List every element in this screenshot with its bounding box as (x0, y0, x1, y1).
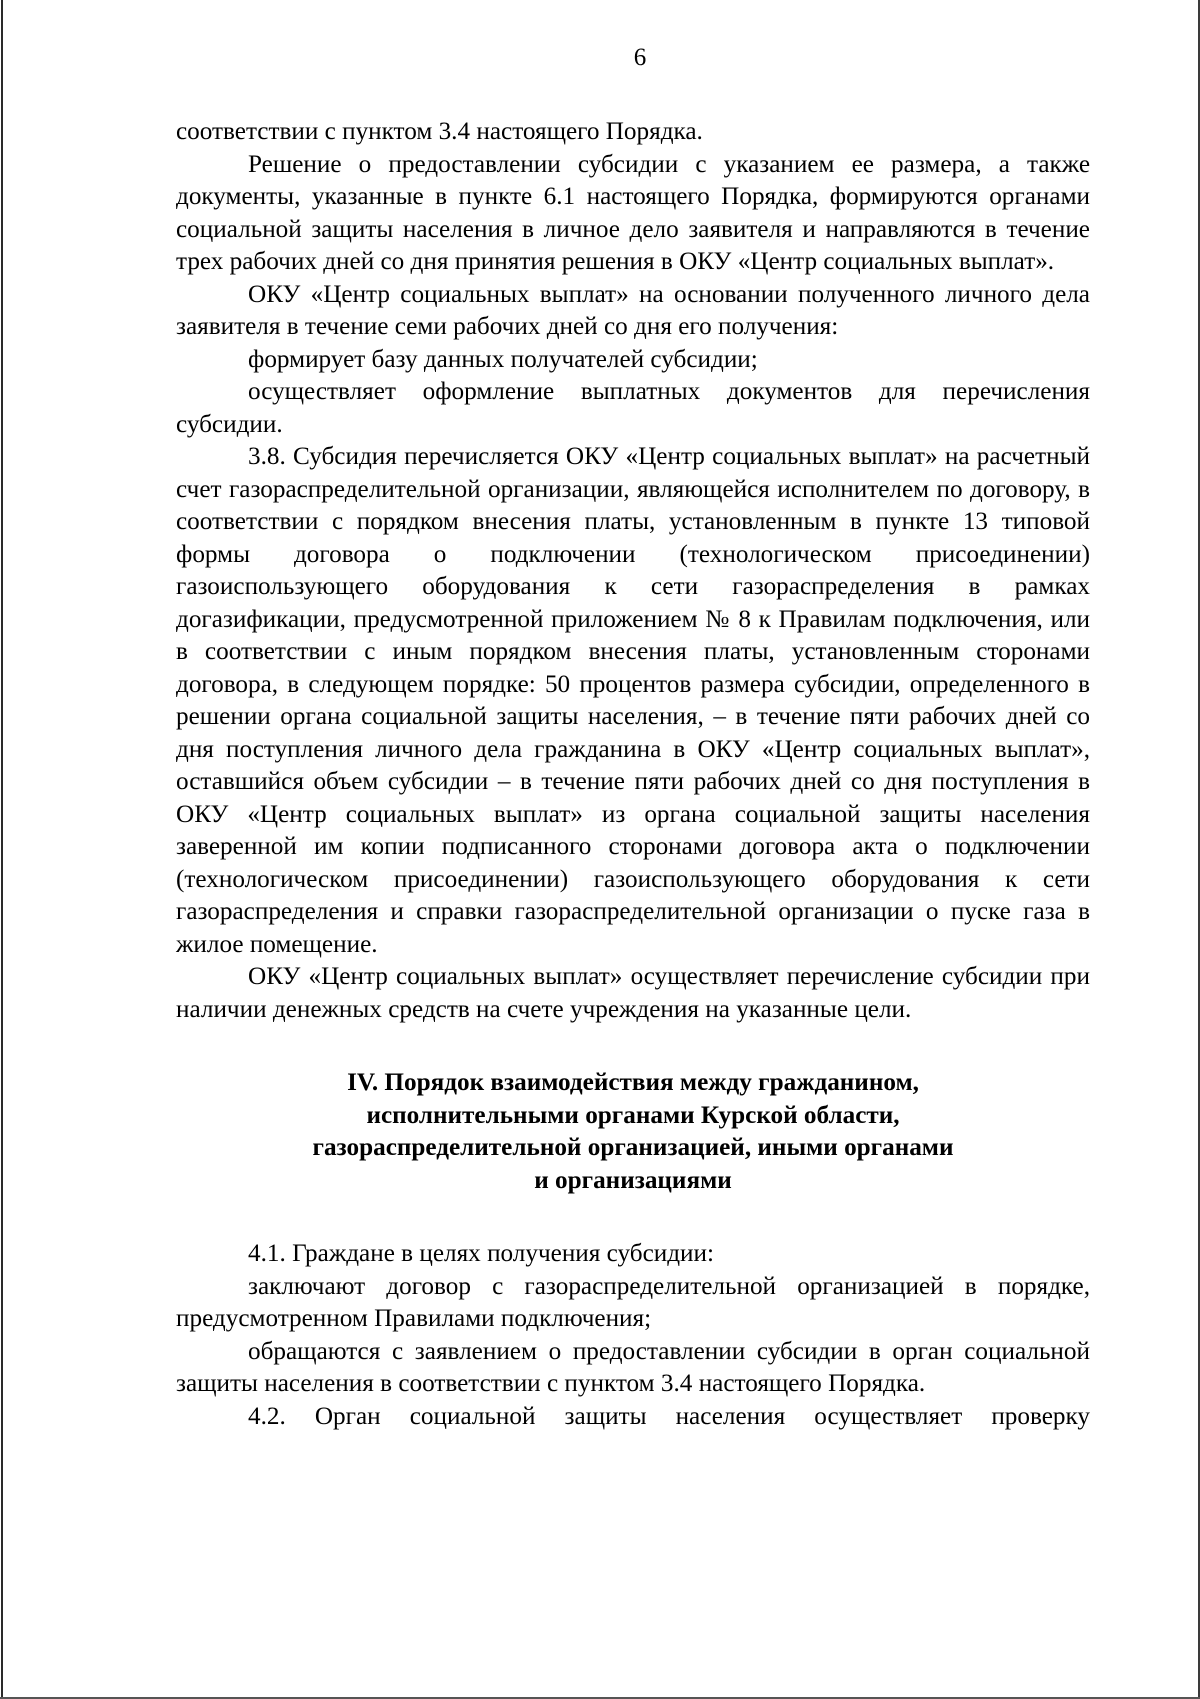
paragraph: 4.1. Граждане в целях получения субсидии: (248, 1240, 715, 1267)
section-heading (176, 1067, 1090, 1197)
paragraph-group-top (176, 116, 1090, 1026)
paragraph-group-bottom (176, 1238, 1090, 1433)
paragraph: ОКУ «Центр социальных выплат» на основании полученного личного дела заявителя в течение семи рабочих дней со дня его получения: (176, 280, 1090, 340)
paragraph: обращаются с заявлением о предоставлении субсидии в орган социальной защиты населения в соответствии с пунктом 3.4 настоящего Порядка. (176, 1337, 1090, 1397)
document-body (176, 116, 1090, 1433)
scan-edge-left (1, 0, 3, 1699)
paragraph: заключают договор с газораспределительной организацией в порядке, предусмотренном Правилами подключения; (176, 1272, 1090, 1332)
paragraph: Решение о предоставлении субсидии с указанием ее размера, а также документы, указанные в пункте 6.1 настоящего Порядка, формируются органами социальной защиты населения в личное дело заявителя и направляются в течение трех рабочих дней со дня принятия решения в ОКУ «Центр социальных выплат». (176, 150, 1090, 275)
section-heading-line: IV. Порядок взаимодействия между гражданином, (347, 1069, 919, 1096)
section-heading-line: исполнительными органами Курской области, (366, 1101, 900, 1129)
section-heading-line: газораспределительной организацией, иными органами (312, 1134, 954, 1161)
paragraph: осуществляет оформление выплатных документов для перечисления субсидии. (176, 378, 1090, 438)
paragraph: соответствии с пунктом 3.4 настоящего Порядка. (176, 118, 703, 145)
paragraph: 3.8. Субсидия перечисляется ОКУ «Центр социальных выплат» на расчетный счет газораспределительной организации, являющейся исполнителем по договору, в соответствии с порядком внесения платы, установленным в пункте 13 типовой формы договора о подключении (технологическом присоединении) газоиспользующего оборудования к сети газораспределения в рамках догазификации, предусмотренной приложением № 8 к Правилам подключения, или в соответствии с иным порядком внесения платы, установленным сторонами договора, в следующем порядке: 50 процентов размера субсидии, определенного в решении органа социальной защиты населения, – в течение пяти рабочих дней со дня поступления личного дела гражданина в ОКУ «Центр социальных выплат», оставшийся объем субсидии – в течение пяти рабочих дней со дня поступления в ОКУ «Центр социальных выплат» из органа социальной защиты населения заверенной им копии подписанного сторонами договора акта о подключении (технологическом присоединении) газоиспользующего оборудования к сети газораспределения и справки газораспределительной организации о пуске газа в жилое помещение. (176, 443, 1090, 958)
page-number: 6 (633, 44, 647, 71)
paragraph: формирует базу данных получателей субсидии; (248, 345, 758, 373)
section-heading-line: и организациями (534, 1166, 732, 1194)
paragraph: 4.2. Орган социальной защиты населения осуществляет проверку (248, 1402, 1090, 1430)
paragraph: ОКУ «Центр социальных выплат» осуществляет перечисление субсидии при наличии денежных средств на счете учреждения на указанные цели. (176, 963, 1090, 1023)
